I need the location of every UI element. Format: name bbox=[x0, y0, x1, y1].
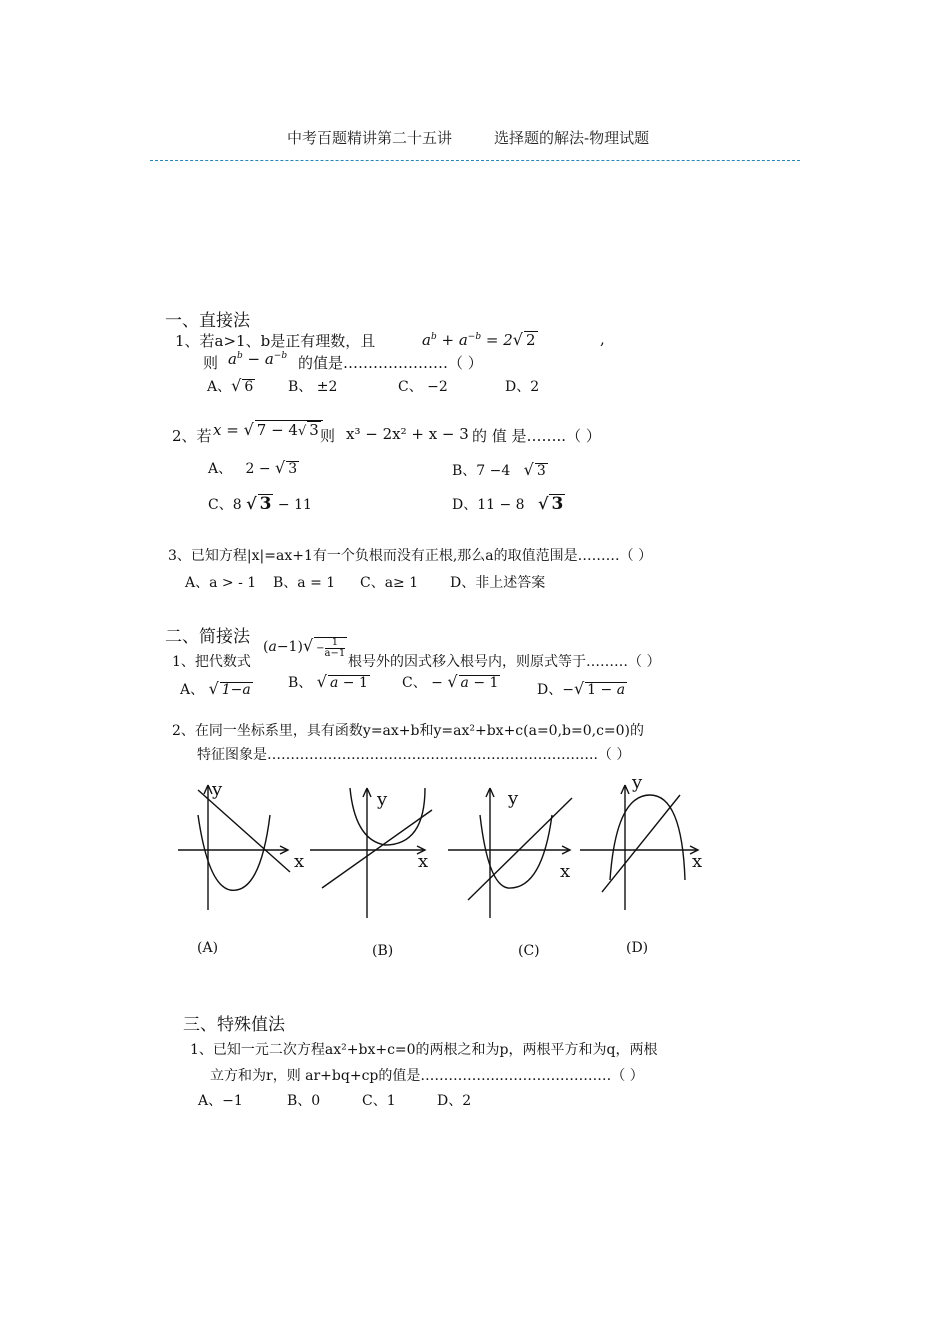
graph-a-x-label: x bbox=[294, 851, 305, 872]
s1-q2-option-d: D、11 − 8 √ 3 bbox=[452, 494, 564, 514]
header-divider bbox=[150, 160, 800, 161]
s2-q1-option-c: C、 − √ a − 1 bbox=[402, 672, 499, 691]
page-subtitle: 选择题的解法-物理试题 bbox=[494, 129, 650, 147]
section1-heading: 一、直接法 bbox=[165, 311, 250, 331]
s3-q1-option-c: C、1 bbox=[362, 1093, 396, 1109]
s1-q2-suffix: 的 值 是……..（ ） bbox=[472, 427, 601, 445]
graph-c-x-label: x bbox=[560, 861, 571, 882]
s1-q1-option-c: C、 −2 bbox=[398, 379, 448, 395]
s1-q1-option-d: D、2 bbox=[505, 379, 540, 395]
graph-d bbox=[580, 785, 698, 910]
function-graphs bbox=[170, 770, 715, 970]
s1-q1-option-b: B、 ±2 bbox=[288, 379, 338, 395]
s3-q1-line2: 立方和为r，则 ar+bq+cp的值是……………..……………………（ ） bbox=[210, 1068, 644, 1084]
section2-heading: 二、简接法 bbox=[165, 627, 250, 647]
s2-q1-option-d: D、−√ 1 − a bbox=[537, 679, 626, 698]
graph-b bbox=[310, 788, 432, 918]
graph-b-x-label: x bbox=[418, 851, 429, 872]
graph-d-caption: (D) bbox=[626, 940, 649, 956]
s3-q1-option-d: D、2 bbox=[437, 1093, 472, 1109]
s2-q1-prefix: 1、把代数式 bbox=[172, 654, 251, 670]
graph-a-y-label: y bbox=[212, 779, 223, 800]
graph-a bbox=[178, 785, 290, 910]
s2-q2-line2: 特征图象是……………………………………………………………..（ ） bbox=[197, 747, 631, 763]
section3-heading: 三、特殊值法 bbox=[183, 1015, 285, 1035]
s2-q1-option-b: B、 √ a − 1 bbox=[288, 672, 368, 691]
s1-q1-option-a: A、√ 6 bbox=[207, 376, 254, 395]
s1-q3-text: 3、已知方程|x|=ax+1有一个负根而没有正根,那么a的取值范围是………（ ） bbox=[168, 548, 653, 564]
s1-q1-equation: $a^b + a^{-b} = 2√$ 2 bbox=[422, 330, 536, 349]
s1-q2-option-a: A、 2 − √ 3 bbox=[208, 458, 298, 477]
s1-q1-expr: $a^b - a^{-b}$ bbox=[228, 350, 288, 368]
s1-q3-option-b: B、a = 1 bbox=[273, 575, 336, 591]
s2-q1-suffix: 根号外的因式移入根号内，则原式等于………（ ） bbox=[348, 654, 661, 670]
s3-q1-line1: 1、已知一元二次方程ax²+bx+c=0的两根之和为p，两根平方和为q，两根 bbox=[190, 1042, 658, 1058]
s1-q3-option-d: D、非上述答案 bbox=[450, 575, 546, 591]
s1-q2-option-c: C、8 √ 3 − 11 bbox=[208, 494, 312, 514]
graph-d-y-label: y bbox=[632, 772, 643, 793]
s1-q2-prefix: 2、若 bbox=[172, 427, 212, 445]
s1-q1-prefix: 1、若a>1、b是正有理数，且 bbox=[175, 332, 376, 350]
s2-q2-line1: 2、在同一坐标系里，具有函数y=ax+b和y=ax²+bx+c(a=0,b=0,c=0)的 bbox=[172, 723, 645, 739]
s2-q1-expr: (a−1)√ − $\frac{1}{a-1}$ bbox=[263, 636, 346, 659]
graph-b-caption: (B) bbox=[372, 943, 394, 959]
s1-q1-then: 则 bbox=[203, 354, 219, 372]
s1-q2-option-b: B、7 −4 √ 3 bbox=[452, 460, 546, 479]
graph-d-x-label: x bbox=[692, 851, 703, 872]
graph-a-caption: (A) bbox=[197, 940, 219, 956]
page-title: 中考百题精讲第二十五讲 bbox=[287, 129, 453, 147]
s1-q2-then: 则 bbox=[320, 427, 336, 445]
s1-q2-x-def: x = √ 7 − 4√ 3 bbox=[213, 420, 323, 439]
s1-q3-option-c: C、a≥ 1 bbox=[360, 575, 419, 591]
graph-b-y-label: y bbox=[377, 789, 388, 810]
s1-q1-comma: , bbox=[600, 330, 605, 348]
s1-q3-option-a: A、a > - 1 bbox=[185, 575, 257, 591]
s1-q2-expr: x³ − 2x² + x − 3 bbox=[346, 425, 469, 443]
graph-c-y-label: y bbox=[508, 788, 519, 809]
s3-q1-option-a: A、−1 bbox=[198, 1093, 243, 1109]
graph-c-caption: (C) bbox=[518, 943, 540, 959]
s2-q1-option-a: A、 √ 1−a bbox=[180, 679, 251, 698]
s1-q1-tail: 的值是…………………（ ） bbox=[298, 354, 483, 372]
s3-q1-option-b: B、0 bbox=[287, 1093, 321, 1109]
